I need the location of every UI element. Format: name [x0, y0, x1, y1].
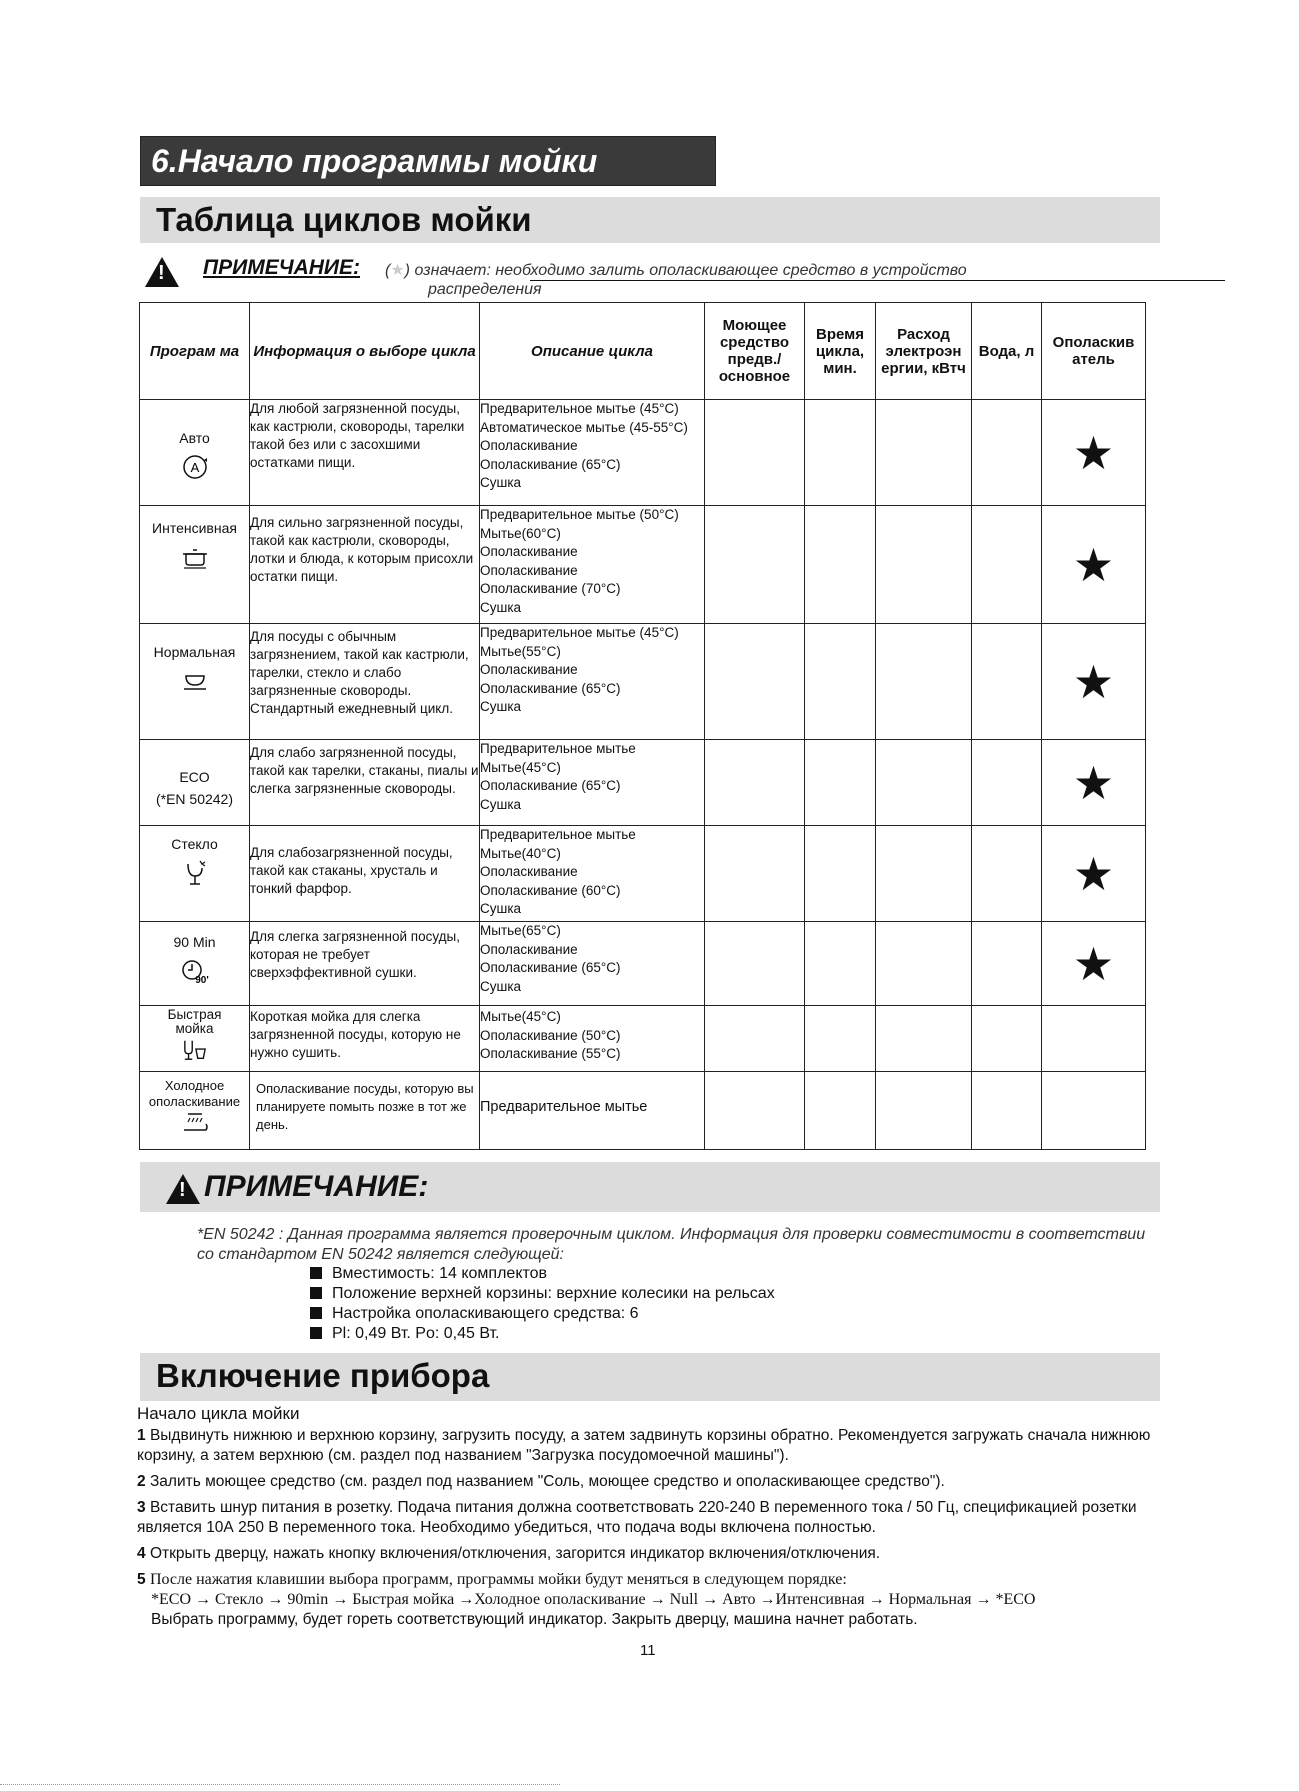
- time-cell: [805, 740, 876, 826]
- warning-icon: [166, 1174, 200, 1204]
- water-cell: [972, 624, 1042, 740]
- bowl-icon: [180, 666, 210, 696]
- info-cell: Для посуды с обычным загрязнением, такой как кастрюли, тарелки, стекло и слабо загрязненные сковороды. Стандартный ежедневный цикл.: [250, 624, 480, 740]
- note-underline: [530, 280, 1225, 281]
- svg-text:90': 90': [194, 975, 209, 986]
- program-name: ECO: [179, 769, 210, 785]
- desc-cell: Предварительное мытье (45°C) Мытье(55°C) Ополаскивание Ополаскивание (65°C) Сушка: [480, 624, 705, 740]
- step-item: 5 После нажатия клавишии выбора программ, программы мойки будут меняться в следующем порядке:: [137, 1571, 847, 1588]
- desc-cell: Предварительное мытье (50°C) Мытье(60°C) Ополаскивание Ополаскивание Ополаскивание (70°C) Сушка: [480, 506, 705, 624]
- table-row: [140, 1006, 1146, 1072]
- step-item: 2 Залить моющее средство (см. раздел под названием "Соль, моющее средство и ополаскивающее средство").: [137, 1473, 945, 1490]
- program-cell: [140, 1072, 250, 1150]
- water-cell: [972, 826, 1042, 922]
- time-cell: [805, 922, 876, 1006]
- step-item: 1 Выдвинуть нижнюю и верхнюю корзину, загрузить посуду, а затем задвинуть корзины обратно. Рекомендуется загружать сначала нижнюю корзину, а затем верхнюю (см. раздел под названием "Загрузка посудомоечной машины").: [137, 1427, 1151, 1464]
- note-text-line2: распределения: [428, 281, 542, 298]
- table-row: [140, 624, 1146, 740]
- info-cell: Короткая мойка для слегка загрязненной посуды, которую не нужно сушить.: [250, 1006, 480, 1072]
- energy-cell: [876, 1072, 972, 1150]
- header-energy: Расход электроэн ергии, кВтч: [876, 303, 972, 400]
- header-desc: Описание цикла: [480, 303, 705, 400]
- desc-cell: Предварительное мытье Мытье(40°C) Ополаскивание Ополаскивание (60°C) Сушка: [480, 826, 705, 922]
- bullet-icon: [310, 1287, 322, 1299]
- time-cell: [805, 826, 876, 922]
- energy-cell: [876, 624, 972, 740]
- header-water: Вода, л: [972, 303, 1042, 400]
- time-cell: [805, 400, 876, 506]
- program-cell: [140, 740, 250, 826]
- energy-cell: [876, 400, 972, 506]
- detergent-cell: [705, 740, 805, 826]
- rinse-cell: [1042, 1006, 1146, 1072]
- table-title: Таблица циклов мойки: [140, 197, 1160, 243]
- program-name: Быстрая мойка: [167, 1007, 222, 1036]
- energy-cell: [876, 506, 972, 624]
- bullet-icon: [310, 1267, 322, 1279]
- program-cell: [140, 922, 250, 1006]
- svg-text:A: A: [190, 460, 199, 475]
- rinse-star-icon: ★: [1042, 740, 1146, 826]
- step-item: 4 Открыть дверцу, нажать кнопку включения/отключения, загорится индикатор включения/отключения.: [137, 1545, 881, 1562]
- header-detergent: Моющее средство предв./ основное: [705, 303, 805, 400]
- rinse-star-icon: ★: [1042, 506, 1146, 624]
- program-standard: (*EN 50242): [155, 791, 234, 807]
- energy-cell: [876, 740, 972, 826]
- start-steps: [137, 1404, 1167, 1630]
- water-cell: [972, 1006, 1042, 1072]
- star-outline-icon: ★: [390, 262, 405, 279]
- note-text: (★) означает: необходимо залить ополаскивающее средство в устройство: [385, 262, 967, 279]
- time-cell: [805, 506, 876, 624]
- energy-cell: [876, 922, 972, 1006]
- detergent-cell: [705, 826, 805, 922]
- start-heading: Начало цикла мойки: [137, 1404, 300, 1423]
- list-item: Pl: 0,49 Вт. Po: 0,45 Вт.: [310, 1324, 775, 1344]
- auto-A-icon: [180, 452, 210, 482]
- page-number: 11: [640, 1642, 656, 1659]
- program-cell: [140, 400, 250, 506]
- cold-rinse-icon: [180, 1110, 210, 1134]
- clock-90-icon: [180, 956, 210, 986]
- list-item: Настройка ополаскивающего средства: 6: [310, 1304, 775, 1324]
- program-name: Нормальная: [153, 644, 236, 660]
- rinse-star-icon: ★: [1042, 922, 1146, 1006]
- program-cell: [140, 826, 250, 922]
- detergent-cell: [705, 922, 805, 1006]
- time-cell: [805, 1006, 876, 1072]
- page-divider: [0, 1784, 560, 1785]
- info-cell: Для любой загрязненной посуды, как кастрюли, сковороды, тарелки такой без или с засохшими остатками пищи.: [250, 400, 480, 506]
- info-cell: Ополаскивание посуды, которую вы планируете помыть позже в тот же день.: [250, 1072, 480, 1150]
- header-info: Информация о выборе цикла: [250, 303, 480, 400]
- program-name: Холодное ополаскивание: [148, 1078, 241, 1109]
- info-cell: Для слабо загрязненной посуды, такой как тарелки, стаканы, пиалы и слегка загрязненные сковороды.: [250, 740, 480, 826]
- step-item: 3 Вставить шнур питания в розетку. Подача питания должна соответствовать 220-240 В переменного тока / 50 Гц, спецификацией розетки является 10А 250 В переменного тока. Необходимо убедиться, что подача воды включена полностью.: [137, 1499, 1137, 1536]
- cycles-table: [139, 302, 1146, 1150]
- info-cell: Для слабозагрязненной посуды, такой как стаканы, хрусталь и тонкий фарфор.: [250, 826, 480, 922]
- program-cell: [140, 506, 250, 624]
- rinse-star-icon: ★: [1042, 624, 1146, 740]
- table-row: [140, 1072, 1146, 1150]
- water-cell: [972, 740, 1042, 826]
- power-on-title: Включение прибора: [140, 1353, 1160, 1401]
- desc-cell: Предварительное мытье (45°C) Автоматическое мытье (45-55°C) Ополаскивание Ополаскивание (65°C) Сушка: [480, 400, 705, 506]
- desc-cell: Предварительное мытье Мытье(45°C) Ополаскивание (65°C) Сушка: [480, 740, 705, 826]
- table-row: [140, 922, 1146, 1006]
- pot-icon: [180, 542, 210, 572]
- program-name: 90 Min: [173, 934, 216, 950]
- detergent-cell: [705, 1006, 805, 1072]
- table-header-row: [140, 303, 1146, 400]
- water-cell: [972, 1072, 1042, 1150]
- program-name: Стекло: [171, 836, 218, 852]
- program-name: Интенсивная: [152, 520, 237, 536]
- detergent-cell: [705, 1072, 805, 1150]
- program-cell: [140, 624, 250, 740]
- en-50242-bullets: [310, 1264, 775, 1344]
- rinse-star-icon: ★: [1042, 826, 1146, 922]
- list-item: Положение верхней корзины: верхние колесики на рельсах: [310, 1284, 775, 1304]
- final-instruction: Выбрать программу, будет гореть соответствующий индикатор. Закрыть дверцу, машина начнет работать.: [151, 1611, 918, 1628]
- program-name: Авто: [179, 430, 210, 446]
- en-50242-text: *EN 50242 : Данная программа является проверочным циклом. Информация для проверки совместимости в соответствии со стандартом EN 50242 является следующей:: [197, 1226, 1146, 1263]
- bullet-icon: [310, 1327, 322, 1339]
- water-cell: [972, 506, 1042, 624]
- table-row: [140, 400, 1146, 506]
- detergent-cell: [705, 400, 805, 506]
- detergent-cell: [705, 506, 805, 624]
- rinse-cell: [1042, 1072, 1146, 1150]
- note-banner: [140, 1162, 1160, 1212]
- header-time: Время цикла, мин.: [805, 303, 876, 400]
- table-row: [140, 826, 1146, 922]
- time-cell: [805, 624, 876, 740]
- rinse-star-icon: ★: [1042, 400, 1146, 506]
- glass-icon: [180, 858, 210, 888]
- desc-cell: Мытье(45°C) Ополаскивание (50°C) Ополаскивание (55°C): [480, 1006, 705, 1072]
- note-banner-label: ПРИМЕЧАНИЕ:: [204, 1170, 429, 1203]
- note-label: ПРИМЕЧАНИЕ:: [203, 256, 361, 279]
- warning-icon: [145, 257, 179, 287]
- water-cell: [972, 400, 1042, 506]
- energy-cell: [876, 1006, 972, 1072]
- desc-cell: Мытье(65°C) Ополаскивание Ополаскивание (65°C) Сушка: [480, 922, 705, 1006]
- table-row: [140, 740, 1146, 826]
- section-title: 6.Начало программы мойки: [140, 136, 716, 186]
- list-item: Вместимость: 14 комплектов: [310, 1264, 775, 1284]
- energy-cell: [876, 826, 972, 922]
- quick-glasses-icon: [181, 1038, 209, 1062]
- table-row: [140, 506, 1146, 624]
- program-sequence: *ECO → Стекло → 90min → Быстрая мойка →Холодное ополаскивание → Null → Авто →Интенсивная → Нормальная → *ECO: [151, 1591, 1036, 1608]
- water-cell: [972, 922, 1042, 1006]
- header-rinse-aid: Ополаскив атель: [1042, 303, 1146, 400]
- bullet-icon: [310, 1307, 322, 1319]
- time-cell: [805, 1072, 876, 1150]
- info-cell: Для сильно загрязненной посуды, такой как кастрюли, сковороды, лотки и блюда, к которым присохли остатки пищи.: [250, 506, 480, 624]
- program-cell: [140, 1006, 250, 1072]
- desc-cell: Предварительное мытье: [480, 1072, 705, 1150]
- detergent-cell: [705, 624, 805, 740]
- info-cell: Для слегка загрязненной посуды, которая не требует сверхэффективной сушки.: [250, 922, 480, 1006]
- header-program: Програм ма: [140, 303, 250, 400]
